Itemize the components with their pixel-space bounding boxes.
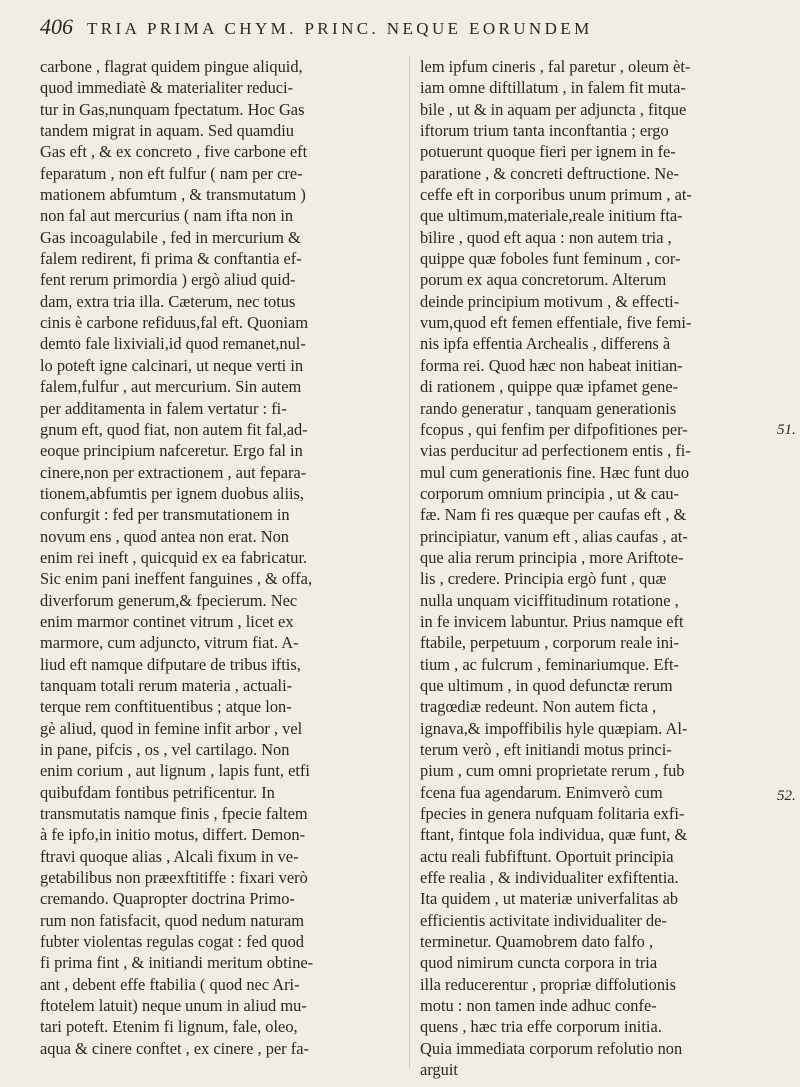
text-line: tionem,abfumtis per ignem duobus aliis, — [40, 483, 305, 503]
text-line: terminetur. Quamobrem dato falfo , — [420, 932, 654, 952]
text-line: dam, extra tria illa. Cæterum, nec totus — [40, 291, 296, 311]
text-line: fubter violentas regulas cogat : fed quod — [40, 932, 304, 952]
text-line: que alia rerum principia , more Ariftote- — [420, 547, 684, 567]
text-line: deinde principium motivum , & effecti- — [420, 291, 680, 311]
text-line: enim marmor continet vitrum , licet ex — [40, 611, 294, 631]
text-line: motu : non tamen inde adhuc confe- — [420, 996, 657, 1016]
text-line: quibufdam fontibus petrificentur. In — [40, 782, 275, 802]
text-line: lem ipfum cineris , fal paretur , oleum èt- — [420, 57, 691, 76]
text-line: fæ. Nam fi res quæque per caufas eft , & — [420, 505, 687, 525]
text-line: in pane, pifcis , os , vel cartilago. Non — [40, 740, 290, 759]
text-line: tanquam totali rerum materia , actuali- — [40, 675, 293, 695]
text-line: mul cum generationis fine. Hæc funt duo — [420, 462, 690, 482]
text-line: terque rem conftituentibus ; atque lon- — [40, 697, 292, 717]
text-line: actu reali fubfiftunt. Oportuit principia — [420, 846, 674, 866]
text-line: effe realia , & individualiter exfiftentia. — [420, 868, 679, 888]
text-line: tur in Gas,nunquam fpectatum. Hoc Gas — [40, 99, 305, 119]
text-line: quens , hæc tria effe corporum initia. — [420, 1017, 662, 1037]
text-line: tragœdiæ redeunt. Non autem ficta , — [420, 697, 657, 717]
left-text-column — [40, 56, 392, 1059]
text-line: rando generatur , tanquam generationis — [420, 398, 677, 418]
text-line: bile , ut & in aquam per adjuncta , fitque — [420, 99, 687, 119]
text-line: forma rei. Quod hæc non habeat initian- — [420, 355, 683, 375]
text-line: porum ex aqua concretorum. Alterum — [420, 270, 667, 290]
text-line: nulla unquam viciffitudinum rotatione , — [420, 590, 679, 610]
text-line: aqua & cinere conftet , ex cinere , per fa- — [40, 1038, 309, 1058]
text-line: efficientis activitate individualiter de- — [420, 910, 667, 930]
text-line: principiatur, vanum eft , alias caufas , at- — [420, 526, 688, 546]
right-text-column — [420, 56, 770, 1081]
text-line: Gas eft , & ex concreto , five carbone eft — [40, 142, 308, 162]
text-line: ftabile, perpetuum , corporum reale ini- — [420, 633, 679, 653]
text-line: tium , ac fulcrum , feminariumque. Eft- — [420, 654, 679, 674]
text-line: diverforum generum,& fpecierum. Nec — [40, 590, 298, 610]
text-line: à fe ipfo,in initio motus, differt. Demon- — [40, 825, 306, 845]
text-line: fi prima fint , & initiandi meritum obtine- — [40, 953, 314, 973]
text-line: vum,quod eft femen effentiale, five femi- — [420, 313, 692, 333]
text-line: carbone , flagrat quidem pingue aliquid, — [40, 57, 303, 76]
text-line: marmore, cum adjuncto, vitrum fiat. A- — [40, 633, 299, 653]
running-head: TRIA PRIMA CHYM. PRINC. NEQUE EORUNDEM — [87, 19, 593, 38]
text-line: non fal aut mercurius ( nam ifta non in — [40, 206, 294, 226]
text-line: ignava,& impoffibilis hyle quæpiam. Al- — [420, 718, 688, 738]
text-line: cinere,non per extractionem , aut fepara- — [40, 462, 307, 482]
text-line: fcopus , qui fenfim per difpofitiones per- — [420, 419, 688, 439]
text-line: quod immediatè & materialiter reduci- — [40, 78, 294, 98]
text-line: lo poteft igne calcinari, ut neque verti in — [40, 355, 304, 375]
text-line: ant , debent effe ftabilia ( quod nec Ari- — [40, 974, 300, 994]
text-line: confurgit : fed per transmutationem in — [40, 505, 290, 525]
text-line: terum verò , eft initiandi motus princi- — [420, 740, 672, 759]
text-line: fpecies in genera nufquam folitaria exfi- — [420, 804, 685, 824]
text-line: transmutatis namque finis , fpecie faltem — [40, 804, 308, 824]
text-line: ftravi quoque alias , Alcali fixum in ve- — [40, 846, 299, 866]
margin-note-51: 51. — [777, 422, 796, 438]
text-line: corporum omnium principia , ut & cau- — [420, 483, 680, 503]
text-line: lis , credere. Principia ergò funt , quæ — [420, 569, 667, 589]
text-line: bilire , quod eft aqua : non autem tria , — [420, 227, 672, 247]
text-line: feparatum , non eft fulfur ( nam per cre- — [40, 163, 303, 183]
margin-note-52: 52. — [777, 788, 796, 804]
text-line: que ultimum,materiale,reale initium fta- — [420, 206, 683, 226]
text-line: in fe invicem labuntur. Prius namque eft — [420, 611, 684, 631]
text-line: eoque principium nafceretur. Ergo fal in — [40, 441, 303, 461]
text-line: iftorum trium tanta inconftantia ; ergo — [420, 121, 669, 141]
text-line: rum non fatisfacit, quod nedum naturam — [40, 910, 305, 930]
text-line: falem redirent, fi prima & conftantia ef- — [40, 249, 302, 269]
text-line: Quia immediata corporum refolutio non — [420, 1038, 683, 1058]
text-line: cinis è carbone refiduus,fal eft. Quoniam — [40, 313, 309, 333]
text-line: mationem abfumtum , & transmutatum ) — [40, 185, 306, 205]
text-line: enim corium , aut lignum , lapis funt, etfi — [40, 761, 310, 781]
text-line: pium , cum omni proprietate rerum , fub — [420, 761, 685, 781]
text-line: iam omne diftillatum , in falem fit muta- — [420, 78, 686, 98]
text-line: fcena fua agendarum. Enimverò cum — [420, 782, 663, 802]
text-line: novum ens , quod antea non erat. Non — [40, 526, 289, 546]
text-line: Sic enim pani ineffent fanguines , & offa, — [40, 569, 313, 589]
column-divider — [409, 56, 410, 1068]
text-line: tandem migrat in aquam. Sed quamdiu — [40, 121, 294, 141]
text-line: enim rei ineft , quicquid ex ea fabricatur. — [40, 547, 308, 567]
text-line: cremando. Quapropter doctrina Primo- — [40, 889, 295, 909]
text-line: di rationem , quippe quæ ipfamet gene- — [420, 377, 679, 397]
text-line: potuerunt quoque fieri per ignem in fe- — [420, 142, 676, 162]
text-line: ceffe eft in corporibus unum primum , at- — [420, 185, 692, 205]
text-line: ftant, fintque fola individua, quæ funt, & — [420, 825, 688, 845]
text-line: arguit — [420, 1060, 458, 1080]
text-line: tari poteft. Etenim fi lignum, fale, oleo, — [40, 1017, 298, 1037]
text-line: Ita quidem , ut materiæ univerfalitas ab — [420, 889, 679, 909]
page-number: 406 — [40, 14, 73, 39]
text-line: paratione , & concreti deftructione. Ne- — [420, 163, 679, 183]
text-line: quod nimirum cuncta corpora in tria — [420, 953, 658, 973]
page-header — [40, 14, 780, 46]
text-line: ftotelem latuit) neque unum in aliud mu- — [40, 996, 307, 1016]
text-line: falem,fulfur , aut mercurium. Sin autem — [40, 377, 302, 397]
text-line: gnum eft, quod fiat, non autem fit fal,ad- — [40, 419, 308, 439]
text-line: Gas incoagulabile , fed in mercurium & — [40, 227, 301, 247]
text-line: gè aliud, quod in femine infit arbor , vel — [40, 718, 303, 738]
text-line: demto fale lixiviali,id quod remanet,nul- — [40, 334, 306, 354]
text-line: nis ipfa effentia Archealis , differens à — [420, 334, 671, 354]
text-line: getabilibus non præexftitiffe : fixari verò — [40, 868, 308, 888]
text-line: que ultimum , in quod defunctæ rerum — [420, 675, 673, 695]
text-line: illa reducerentur , propriæ diffolutionis — [420, 974, 676, 994]
text-line: vias perducitur ad perfectionem entis , fi- — [420, 441, 691, 461]
text-line: liud eft namque difputare de tribus iftis, — [40, 654, 301, 674]
text-line: quippe quæ foboles funt feminum , cor- — [420, 249, 681, 269]
text-line: fent rerum primordia ) ergò aliud quid- — [40, 270, 296, 290]
text-line: per additamenta in falem vertatur : fi- — [40, 398, 287, 418]
